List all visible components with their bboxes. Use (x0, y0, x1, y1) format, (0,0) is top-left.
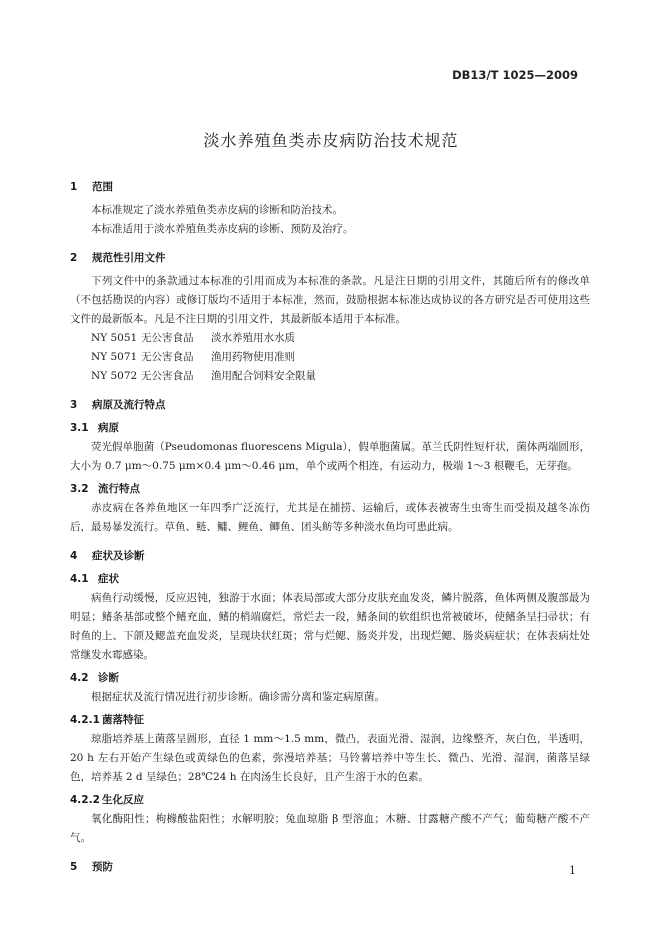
section-number: 2 (70, 252, 78, 264)
reference-item (70, 367, 590, 386)
page-number: 1 (569, 864, 576, 877)
section-title: 范围 (92, 181, 113, 193)
section-title: 预防 (92, 861, 113, 873)
section-heading-3 (70, 396, 590, 415)
section-heading-2 (70, 249, 590, 268)
paragraph: 根据症状及流行情况进行初步诊断。确诊需分离和鉴定病原菌。 (91, 691, 385, 703)
section-title: 病原及流行特点 (92, 399, 166, 411)
reference-item (70, 348, 590, 367)
subsection-heading-4-2-2 (70, 791, 590, 810)
document-title: 淡水养殖鱼类赤皮病防治技术规范 (203, 131, 459, 150)
section-number: 5 (70, 861, 78, 873)
subsection-title: 菌落特征 (102, 714, 144, 726)
subsection-title: 诊断 (98, 672, 119, 684)
paragraph: 本标准适用于淡水养殖鱼类赤皮病的诊断、预防及治疗。 (91, 223, 354, 235)
section-heading-1 (70, 178, 590, 197)
section-heading-5 (70, 858, 590, 877)
subsection-number: 3.2 (70, 483, 89, 495)
reference-category: 无公害食品 (141, 370, 194, 382)
subsection-number: 4.2 (70, 672, 89, 684)
section-title: 规范性引用文件 (92, 252, 166, 264)
subsection-title: 病原 (98, 422, 119, 434)
section-number: 3 (70, 399, 78, 411)
paragraph: 病鱼行动缓慢，反应迟钝，独游于水面；体表局部或大部分皮肤充血发炎，鳞片脱落，鱼体两侧及腹部最为明显；鳍条基部或整个鳍充血，鳍的梢端腐烂，常烂去一段，鳍条间的软组织也常被破坏，使鳍条呈扫帚状；有时鱼的上、下颌及鳃盖充血发炎，呈现块状红斑；常与烂鳃、肠炎并发，出现烂鳃、肠炎病症状；在体表病灶处常继发水霉感染。 (70, 592, 590, 661)
reference-name: 淡水养殖用水水质 (211, 332, 295, 344)
reference-name: 渔用配合饲料安全限量 (211, 370, 316, 382)
subsection-number: 4.1 (70, 573, 89, 585)
subsection-title: 生化反应 (102, 794, 144, 806)
paragraph: 赤皮病在各养鱼地区一年四季广泛流行，尤其是在捕捞、运输后，或体表被寄生虫寄生而受损及越冬冻伤后，最易暴发流行。草鱼、鲢、鳙、鲤鱼、鲫鱼、团头鲂等多种淡水鱼均可患此病。 (70, 502, 590, 533)
paragraph: 下列文件中的条款通过本标准的引用而成为本标准的条款。凡是注日期的引用文件，其随后所有的修改单（不包括勘误的内容）或修订版均不适用于本标准，然而，鼓励根据本标准达成协议的各方研究是否可使用这些文件的最新版本。凡是不注日期的引用文件，其最新版本适用于本标准。 (70, 275, 590, 325)
section-heading-4 (70, 547, 590, 566)
reference-name: 渔用药物使用准则 (211, 351, 295, 363)
subsection-heading-4-1 (70, 570, 590, 589)
reference-item (70, 329, 590, 348)
reference-code: NY 5071 (91, 351, 138, 363)
paragraph: 琼脂培养基上菌落呈圆形，直径 1 mm～1.5 mm，微凸，表面光滑、湿润，边缘整齐，灰白色，半透明，20 h 左右开始产生绿色或黄绿色的色素，弥漫培养基；马铃薯培养中等生长、微凸、光滑、湿润，菌落呈绿色，培养基 2 d 呈绿色；28℃24 h 在肉汤生长良好，且产生溶于水的色素。 (70, 733, 590, 783)
section-number: 4 (70, 550, 78, 562)
reference-code: NY 5072 (91, 370, 138, 382)
document-id: DB13/T 1025—2009 (452, 68, 578, 82)
subsection-title: 流行特点 (98, 483, 140, 495)
subsection-number: 4.2.2 (70, 794, 100, 806)
subsection-heading-3-1 (70, 419, 590, 438)
subsection-heading-3-2 (70, 480, 590, 499)
subsection-heading-4-2 (70, 669, 590, 688)
subsection-number: 4.2.1 (70, 714, 100, 726)
section-title: 症状及诊断 (92, 550, 145, 562)
section-number: 1 (70, 181, 78, 193)
paragraph: 氧化酶阳性；枸橼酸盐阳性；水解明胶；兔血琼脂 β 型溶血；木糖、甘露糖产酸不产气；葡萄糖产酸不产气。 (70, 813, 590, 844)
subsection-heading-4-2-1 (70, 711, 590, 730)
paragraph: 荧光假单胞菌（Pseudomonas fluorescens Migula），假单胞菌属。革兰氏阴性短杆状，菌体两端圆形，大小为 0.7 μm～0.75 μm×0.4 μm～0.46 μm，单个或两个相连，有运动力，极端 1～3 根鞭毛，无芽孢。 (70, 441, 590, 472)
reference-code: NY 5051 (91, 332, 138, 344)
document-body (70, 178, 590, 881)
reference-category: 无公害食品 (141, 332, 194, 344)
paragraph: 本标准规定了淡水养殖鱼类赤皮病的诊断和防治技术。 (91, 204, 343, 216)
reference-category: 无公害食品 (141, 351, 194, 363)
subsection-title: 症状 (98, 573, 119, 585)
subsection-number: 3.1 (70, 422, 89, 434)
